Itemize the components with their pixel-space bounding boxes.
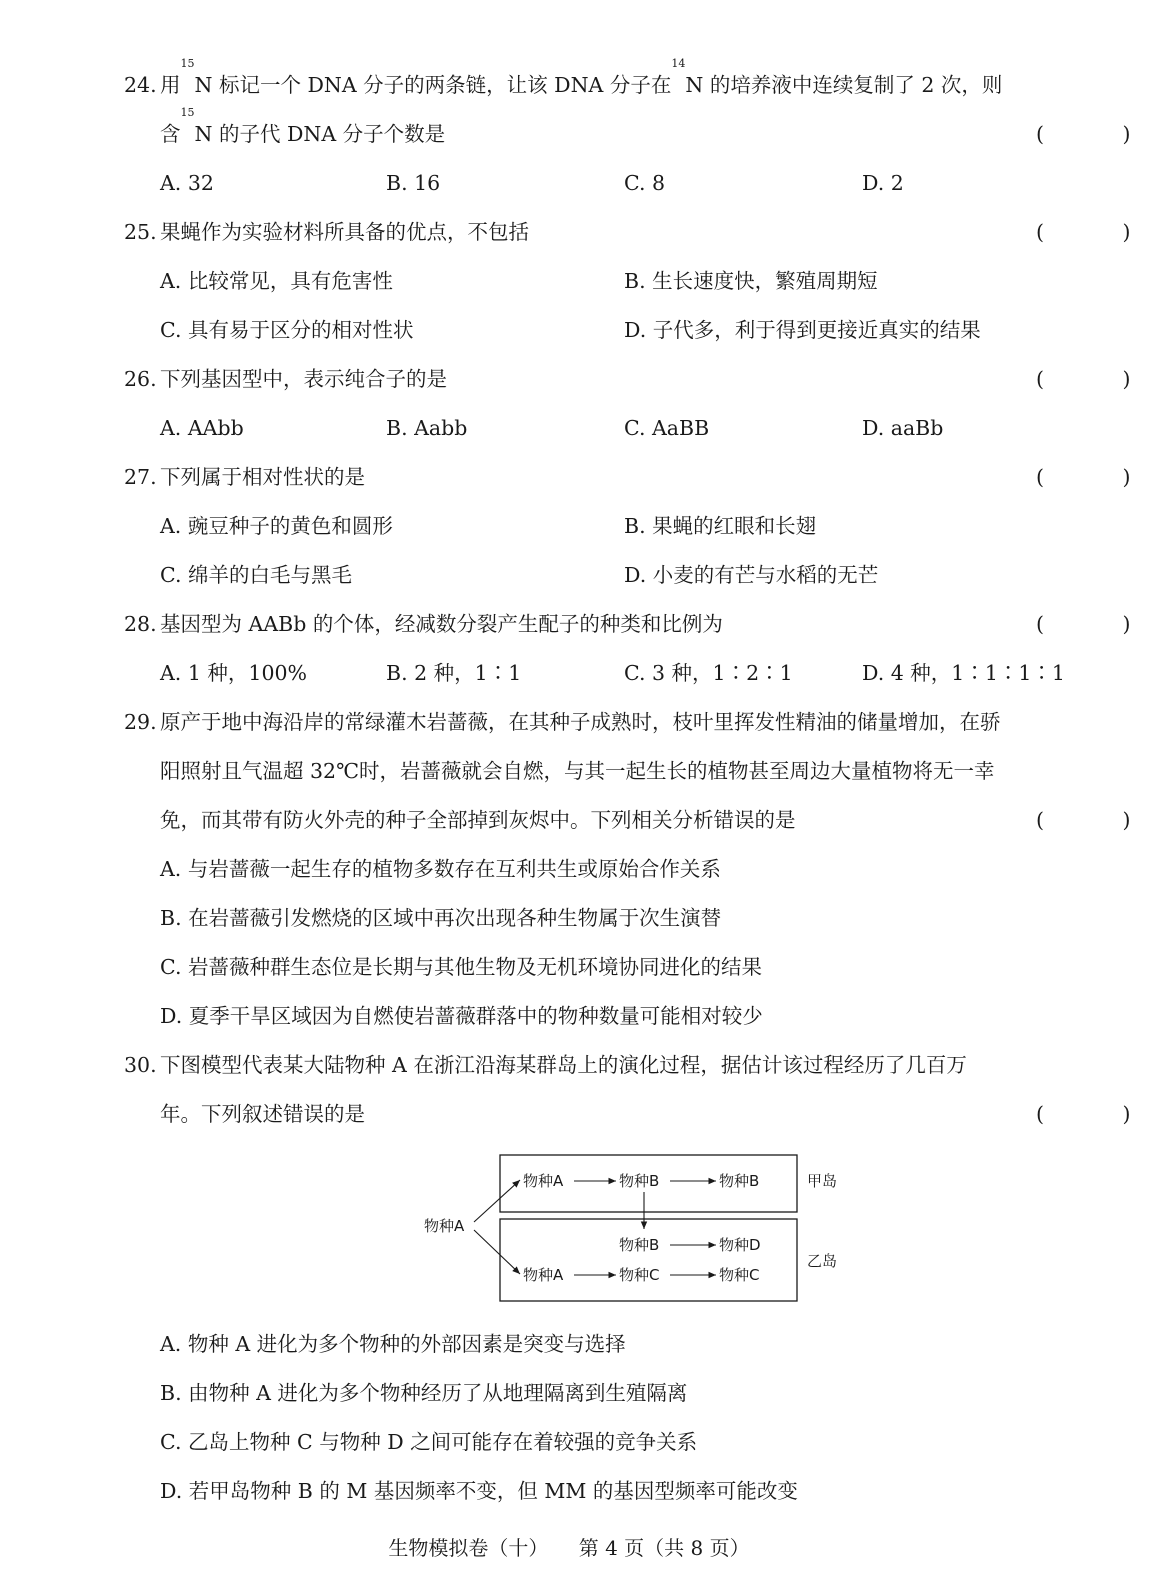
yi-species-d: 物种D	[719, 1236, 761, 1254]
q29-text3: 免，而其带有防火外壳的种子全部掉到灰烬中。下列相关分析错误的是	[160, 808, 796, 832]
q27-option-c: C. 绵羊的白毛与黑毛	[160, 563, 352, 587]
q30-option-c: C. 乙岛上物种 C 与物种 D 之间可能存在着较强的竞争关系	[160, 1430, 698, 1454]
q29-text1: 原产于地中海沿岸的常绿灌木岩蔷薇，在其种子成熟时，枝叶里挥发性精油的储量增加，在骄	[160, 710, 1001, 734]
footer-title: 生物模拟卷（十）	[388, 1536, 549, 1560]
q28-answer-paren: ( )	[1036, 612, 1167, 636]
q26-options	[0, 411, 1138, 445]
q25-answer-paren: ( )	[1036, 220, 1167, 244]
q27-option-a: A. 豌豆种子的黄色和圆形	[160, 514, 393, 538]
q29-option-d-row	[0, 999, 1138, 1033]
q29-option-a: A. 与岩蔷薇一起生存的植物多数存在互利共生或原始合作关系	[160, 857, 721, 881]
q27-stem	[0, 460, 1167, 494]
q24-end: N 的培养液中连续复制了 2 次，则	[685, 73, 1003, 97]
q30-option-b: B. 由物种 A 进化为多个物种经历了从地理隔离到生殖隔离	[160, 1381, 688, 1405]
q24-line2-pre: 含	[160, 122, 181, 146]
yi-island-label: 乙岛	[807, 1252, 838, 1270]
q26-text: 下列基因型中，表示纯合子的是	[160, 367, 447, 391]
q29-option-b-row	[0, 901, 1138, 935]
jia-species-a: 物种A	[523, 1172, 564, 1190]
q29-stem-line2	[0, 754, 1138, 788]
q30-option-c-row	[0, 1425, 1138, 1459]
q27-number: 27.	[124, 465, 157, 489]
q25-stem	[0, 215, 1167, 249]
yi-species-a: 物种A	[523, 1266, 564, 1284]
q25-option-b: B. 生长速度快，繁殖周期短	[624, 269, 878, 293]
q27-option-b: B. 果蝇的红眼和长翅	[624, 514, 817, 538]
jia-island-label: 甲岛	[807, 1172, 838, 1190]
q24-mid: N 标记一个 DNA 分子的两条链，让该 DNA 分子在	[194, 73, 672, 97]
q24-line2-end: N 的子代 DNA 分子个数是	[194, 122, 446, 146]
q27-options-row1	[0, 509, 1138, 543]
jia-species-b2: 物种B	[719, 1172, 760, 1190]
q26-option-c: C. AaBB	[624, 416, 710, 440]
branch-to-yi	[474, 1230, 520, 1274]
q24-number: 24.	[124, 73, 157, 97]
q24-option-d: D. 2	[862, 171, 904, 195]
page-footer	[0, 1532, 1138, 1561]
q30-text1: 下图模型代表某大陆物种 A 在浙江沿海某群岛上的演化过程，据估计该过程经历了几百万	[160, 1053, 967, 1077]
q29-option-c-row	[0, 950, 1138, 984]
q30-option-d: D. 若甲岛物种 B 的 M 基因频率不变，但 MM 的基因型频率可能改变	[160, 1479, 798, 1503]
q27-text: 下列属于相对性状的是	[160, 465, 365, 489]
footer-page-number: 第 4 页（共 8 页）	[578, 1536, 750, 1560]
yi-species-c2: 物种C	[719, 1266, 760, 1284]
q30-option-a: A. 物种 A 进化为多个物种的外部因素是突变与选择	[160, 1332, 626, 1356]
q26-option-b: B. Aabb	[386, 416, 468, 440]
q26-option-a: A. AAbb	[160, 416, 244, 440]
q24-line2-sup: 15	[180, 106, 195, 119]
q25-text: 果蝇作为实验材料所具备的优点，不包括	[160, 220, 529, 244]
q24-stem	[0, 57, 1138, 102]
q30-option-d-row	[0, 1474, 1138, 1508]
yi-species-b: 物种B	[619, 1236, 660, 1254]
q25-option-d: D. 子代多，利于得到更接近真实的结果	[624, 318, 981, 342]
q24-option-c: C. 8	[624, 171, 666, 195]
q30-stem-line1	[0, 1048, 1138, 1082]
q24-options	[0, 166, 1138, 200]
q29-stem-line3	[0, 803, 1167, 837]
q29-option-b: B. 在岩蔷薇引发燃烧的区域中再次出现各种生物属于次生演替	[160, 906, 722, 930]
q26-number: 26.	[124, 367, 157, 391]
q29-option-a-row	[0, 852, 1138, 886]
q26-option-d: D. aaBb	[862, 416, 944, 440]
q30-stem-line2	[0, 1097, 1167, 1131]
q25-option-c: C. 具有易于区分的相对性状	[160, 318, 414, 342]
q27-answer-paren: ( )	[1036, 465, 1167, 489]
q29-answer-paren: ( )	[1036, 808, 1167, 832]
branch-to-jia	[474, 1180, 520, 1222]
q28-text: 基因型为 AABb 的个体，经减数分裂产生配子的种类和比例为	[160, 612, 723, 636]
q29-option-d: D. 夏季干旱区域因为自燃使岩蔷薇群落中的物种数量可能相对较少	[160, 1004, 763, 1028]
q25-options-row2	[0, 313, 1138, 347]
q24-option-a: A. 32	[160, 171, 214, 195]
q24-option-b: B. 16	[386, 171, 441, 195]
q25-options-row1	[0, 264, 1138, 298]
q24-sup2: 14	[671, 57, 686, 70]
q24-answer-paren: ( )	[1036, 122, 1167, 146]
q28-stem	[0, 607, 1167, 641]
yi-island-box	[500, 1219, 797, 1301]
q28-option-a: A. 1 种，100%	[160, 661, 308, 685]
q27-option-d: D. 小麦的有芒与水稻的无芒	[624, 563, 879, 587]
q27-options-row2	[0, 558, 1138, 592]
q25-number: 25.	[124, 220, 157, 244]
q28-option-c: C. 3 种，1∶2∶1	[624, 661, 793, 685]
q26-stem	[0, 362, 1167, 396]
yi-species-c1: 物种C	[619, 1266, 660, 1284]
q25-option-a: A. 比较常见，具有危害性	[160, 269, 393, 293]
root-species-a: 物种A	[424, 1217, 465, 1235]
q29-text2: 阳照射且气温超 32℃时，岩蔷薇就会自燃，与其一起生长的植物甚至周边大量植物将无一幸	[160, 759, 995, 783]
evolution-diagram	[420, 1150, 860, 1310]
q26-answer-paren: ( )	[1036, 367, 1167, 391]
q24-sup1: 15	[180, 57, 195, 70]
jia-species-b1: 物种B	[619, 1172, 660, 1190]
q29-stem-line1	[0, 705, 1138, 739]
q28-option-d: D. 4 种，1∶1∶1∶1	[862, 661, 1065, 685]
q28-option-b: B. 2 种，1∶1	[386, 661, 522, 685]
q30-answer-paren: ( )	[1036, 1102, 1167, 1126]
q30-option-a-row	[0, 1327, 1138, 1361]
q24-text	[160, 57, 1003, 102]
q29-number: 29.	[124, 710, 157, 734]
q29-option-c: C. 岩蔷薇种群生态位是长期与其他生物及无机环境协同进化的结果	[160, 955, 762, 979]
q24-pre: 用	[160, 73, 181, 97]
q30-number: 30.	[124, 1053, 157, 1077]
q24-text2	[160, 106, 446, 151]
q24-stem-line2	[0, 106, 1167, 151]
q30-text2: 年。下列叙述错误的是	[160, 1102, 365, 1126]
q28-options	[0, 656, 1138, 690]
q30-option-b-row	[0, 1376, 1138, 1410]
q28-number: 28.	[124, 612, 157, 636]
